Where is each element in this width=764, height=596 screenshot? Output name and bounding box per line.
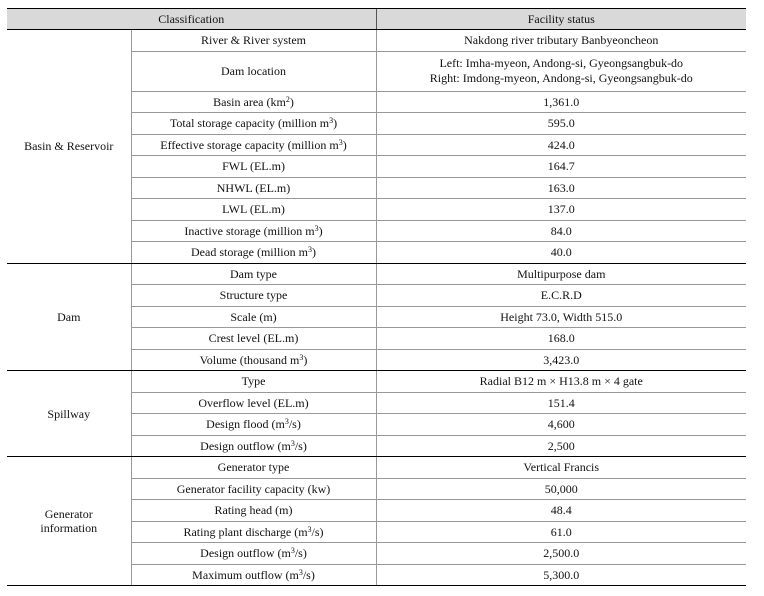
row-value: 84.0 — [376, 220, 746, 242]
row-value: 2,500 — [376, 435, 746, 457]
row-item — [131, 134, 376, 156]
header-facility-status: Facility status — [376, 9, 746, 30]
item-superscript: 3 — [307, 245, 312, 255]
row-value: E.C.R.D — [376, 285, 746, 307]
item-text: Design flood (m — [206, 417, 285, 432]
item-superscript: 3 — [298, 567, 303, 577]
item-text: Dead storage (million m — [191, 245, 308, 260]
item-text: /s) — [311, 524, 324, 539]
category-basin-reservoir: Basin & Reservoir — [7, 30, 131, 264]
item-text: Maximum outflow (m — [192, 567, 299, 582]
value-line: Right: Imdong-myeon, Andong-si, Gyeongsangbuk-do — [429, 71, 693, 85]
row-item: Overflow level (EL.m) — [131, 392, 376, 414]
row-value — [376, 51, 746, 91]
header-classification: Classification — [7, 9, 376, 30]
row-value: Nakdong river tributary Banbyeoncheon — [376, 30, 746, 52]
item-text: ) — [289, 94, 294, 109]
table-row — [7, 263, 746, 285]
item-superscript: 3 — [338, 137, 343, 147]
category-spillway: Spillway — [7, 371, 131, 457]
item-text: Design outflow (m — [200, 546, 291, 561]
row-item: Structure type — [131, 285, 376, 307]
row-value: 48.4 — [376, 500, 746, 522]
row-item: Type — [131, 371, 376, 393]
category-generator-information — [7, 457, 131, 586]
row-value: 595.0 — [376, 113, 746, 135]
row-item — [131, 349, 376, 371]
row-item — [131, 564, 376, 586]
row-value: 50,000 — [376, 478, 746, 500]
item-superscript: 3 — [299, 352, 304, 362]
row-item — [131, 521, 376, 543]
facility-table-container — [7, 8, 746, 586]
table-row — [7, 457, 746, 479]
category-dam: Dam — [7, 263, 131, 371]
category-line: information — [40, 521, 98, 535]
row-item — [131, 543, 376, 565]
row-value: Multipurpose dam — [376, 263, 746, 285]
item-text: Effective storage capacity (million m — [160, 137, 339, 152]
item-text: ) — [333, 116, 338, 131]
item-text: ) — [303, 352, 308, 367]
row-item — [131, 242, 376, 264]
row-value: 151.4 — [376, 392, 746, 414]
row-item: NHWL (EL.m) — [131, 177, 376, 199]
row-item: Rating head (m) — [131, 500, 376, 522]
facility-status-table — [7, 8, 746, 586]
row-item: Dam location — [131, 51, 376, 91]
row-value: 2,500.0 — [376, 543, 746, 565]
item-superscript: 3 — [284, 417, 289, 427]
item-text: /s) — [294, 546, 307, 561]
row-item — [131, 220, 376, 242]
row-value: 61.0 — [376, 521, 746, 543]
row-item — [131, 414, 376, 436]
item-text: Volume (thousand m — [199, 352, 300, 367]
item-superscript: 3 — [290, 438, 295, 448]
row-item — [131, 435, 376, 457]
item-text: /s) — [288, 417, 301, 432]
row-item: LWL (EL.m) — [131, 199, 376, 221]
row-item: FWL (EL.m) — [131, 156, 376, 178]
item-text: /s) — [294, 438, 307, 453]
table-row — [7, 30, 746, 52]
row-value: 5,300.0 — [376, 564, 746, 586]
item-superscript: 3 — [307, 524, 312, 534]
row-value: Radial B12 m × H13.8 m × 4 gate — [376, 371, 746, 393]
row-value: 424.0 — [376, 134, 746, 156]
row-value: 137.0 — [376, 199, 746, 221]
item-superscript: 3 — [329, 116, 334, 126]
value-line: Left: Imha-myeon, Andong-si, Gyeongsangbuk-do — [439, 56, 684, 70]
row-item: Generator type — [131, 457, 376, 479]
row-value: 3,423.0 — [376, 349, 746, 371]
item-superscript: 3 — [290, 546, 295, 556]
row-item: Crest level (EL.m) — [131, 328, 376, 350]
item-text: Design outflow (m — [200, 438, 291, 453]
item-text: Rating plant discharge (m — [183, 524, 308, 539]
row-item — [131, 113, 376, 135]
item-superscript: 3 — [314, 223, 319, 233]
item-text: ) — [318, 223, 323, 238]
table-row — [7, 371, 746, 393]
item-superscript: 2 — [285, 94, 290, 104]
row-value: 163.0 — [376, 177, 746, 199]
row-item: River & River system — [131, 30, 376, 52]
item-text: ) — [342, 137, 347, 152]
row-item: Dam type — [131, 263, 376, 285]
item-text: Inactive storage (million m — [184, 223, 315, 238]
row-value: 1,361.0 — [376, 91, 746, 113]
table-header-row — [7, 9, 746, 30]
row-value: Height 73.0, Width 515.0 — [376, 306, 746, 328]
row-value: 4,600 — [376, 414, 746, 436]
row-value: 168.0 — [376, 328, 746, 350]
row-item: Generator facility capacity (kw) — [131, 478, 376, 500]
item-text: ) — [311, 245, 316, 260]
row-item — [131, 91, 376, 113]
row-value: 164.7 — [376, 156, 746, 178]
item-text: /s) — [302, 567, 315, 582]
row-item: Scale (m) — [131, 306, 376, 328]
row-value: Vertical Francis — [376, 457, 746, 479]
row-value: 40.0 — [376, 242, 746, 264]
item-text: Total storage capacity (million m — [169, 116, 330, 131]
category-line: Generator — [44, 507, 93, 521]
item-text: Basin area (km — [213, 94, 286, 109]
